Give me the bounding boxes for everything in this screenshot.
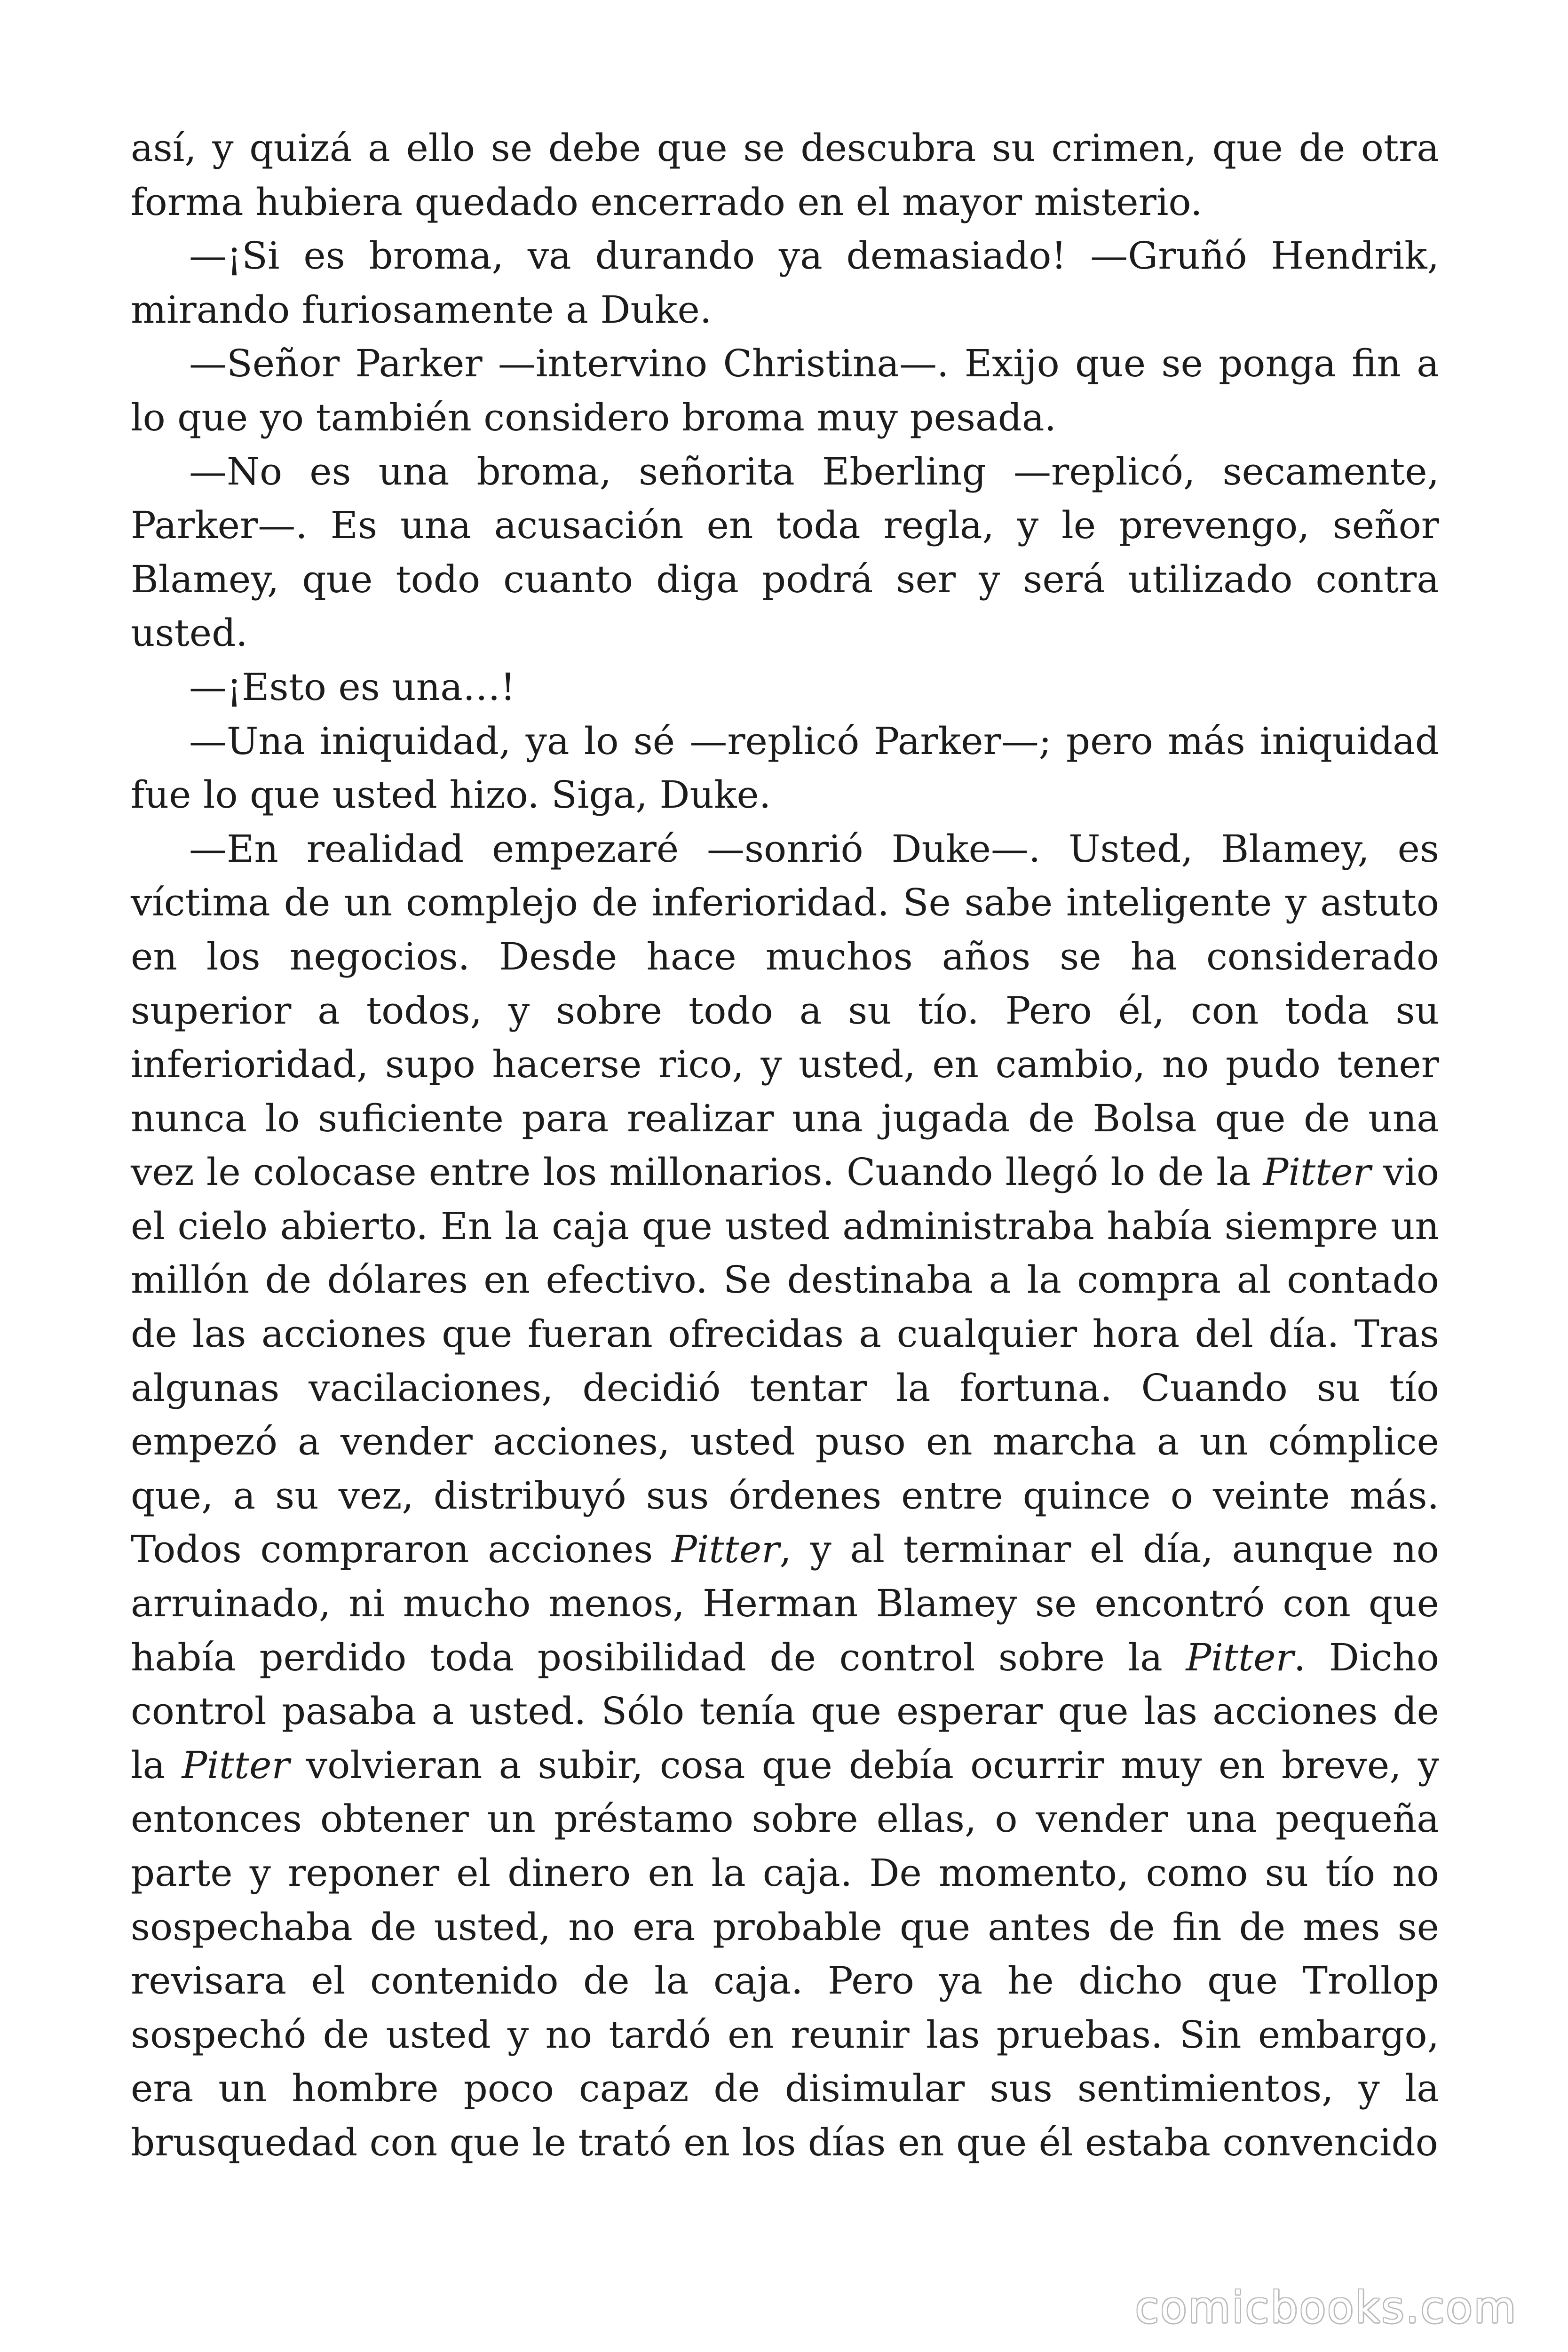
paragraph-text: —Señor Parker —intervino Christina—. Exijo que se ponga fin a lo que yo también considero broma muy pesada. (131, 342, 1439, 439)
paragraph-text: —En realidad empezaré —sonrió Duke—. Usted, Blamey, es víctima de un complejo de inferioridad. Se sabe inteligente y astuto en los negocios. Desde hace muchos años se ha considerado superior a todos, y sobre todo a su tío. Pero él, con toda su inferioridad, supo hacerse rico, y usted, en cambio, no pudo tener nunca lo suficiente para realizar una jugada de Bolsa que de una vez le colocase entre los millonarios. Cuando llegó lo de la (131, 826, 1439, 1194)
paragraph-continuation (131, 121, 1439, 229)
paragraph-text: . Dicho control pasaba a usted. Sólo tenía que esperar que las acciones de la (131, 1635, 1440, 1787)
paragraph-text: —¡Si es broma, va durando ya demasiado! —Gruñó Hendrik, mirando furiosamente a Duke. (131, 234, 1439, 332)
dialogue-paragraph (131, 337, 1439, 445)
dialogue-paragraph (131, 445, 1439, 660)
paragraph-text: —Una iniquidad, ya lo sé —replicó Parker—; pero más iniquidad fue lo que usted hizo. Siga, Duke. (131, 719, 1439, 817)
dialogue-paragraph (131, 822, 1439, 2170)
watermark-logo: comicbooks.com (1135, 2282, 1517, 2333)
italic-title-text: Pitter (1263, 1150, 1371, 1194)
paragraph-text: vio el cielo abierto. En la caja que usted administraba había siempre un millón de dólares en efectivo. Se destinaba a la compra al contado de las acciones que fueran ofrecidas a cualquier hora del día. Tras algunas vacilaciones, decidió tentar la fortuna. Cuando su tío empezó a vender acciones, usted puso en marcha a un cómplice que, a su vez, distribuyó sus órdenes entre quince o veinte más. Todos compraron acciones (131, 1150, 1440, 1572)
dialogue-paragraph (131, 660, 1439, 715)
paragraph-text: —¡Esto es una…! (189, 665, 516, 709)
italic-title-text: Pitter (672, 1527, 780, 1572)
paragraph-text: , y al terminar el día, aunque no arruinado, ni mucho menos, Herman Blamey se encontró con que había perdido toda posibilidad de control sobre la (131, 1527, 1439, 1679)
italic-title-text: Pitter (182, 1743, 290, 1787)
paragraph-text: así, y quizá a ello se debe que se descubra su crimen, que de otra forma hubiera quedado encerrado en el mayor misterio. (131, 126, 1439, 224)
dialogue-paragraph (131, 229, 1439, 337)
paragraph-text: —No es una broma, señorita Eberling —replicó, secamente, Parker—. Es una acusación en toda regla, y le prevengo, señor Blamey, que todo cuanto diga podrá ser y será utilizado contra usted. (131, 449, 1439, 655)
paragraph-text: volvieran a subir, cosa que debía ocurrir muy en breve, y entonces obtener un préstamo sobre ellas, o vender una pequeña parte y reponer el dinero en la caja. De momento, como su tío no sospechaba de usted, no era probable que antes de fin de mes se revisara el contenido de la caja. Pero ya he dicho que Trollop sospechó de usted y no tardó en reunir las pruebas. Sin embargo, era un hombre poco capaz de disimular sus sentimientos, y la brusquedad con que le trató en los días en que él estaba convencido (131, 1743, 1439, 2164)
italic-title-text: Pitter (1186, 1635, 1294, 1679)
dialogue-paragraph (131, 715, 1439, 822)
body-text (131, 121, 1439, 2170)
